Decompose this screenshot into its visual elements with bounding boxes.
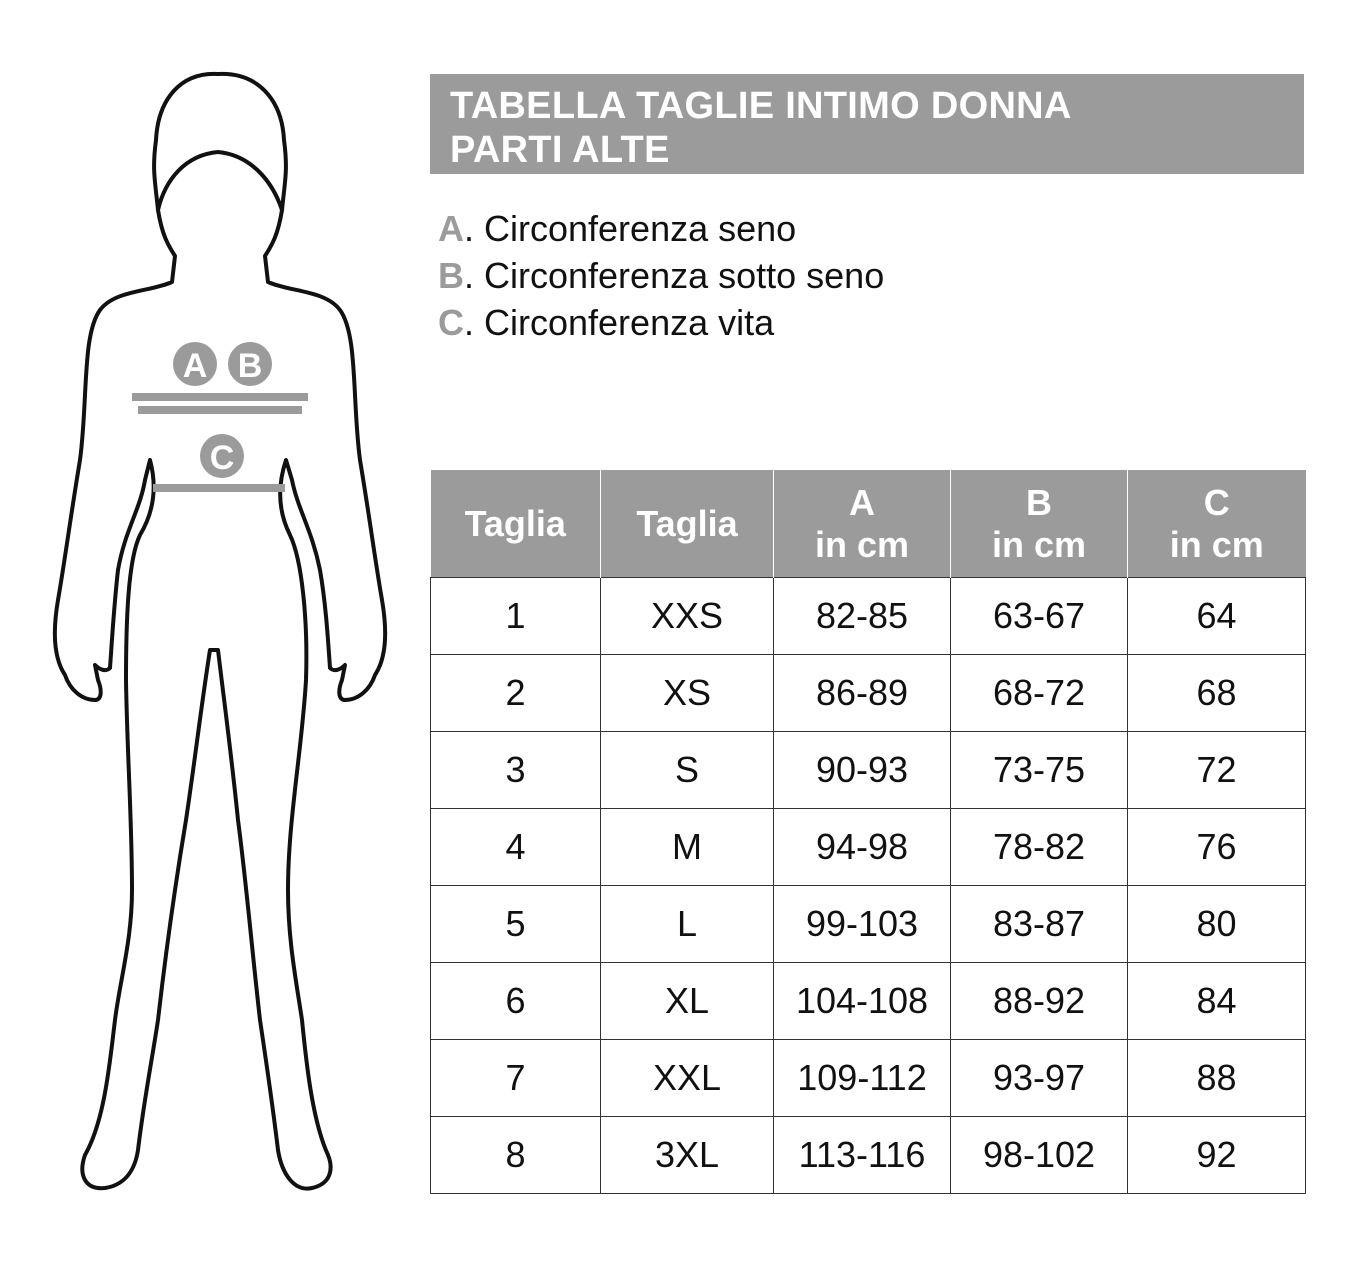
cell-size-letter: XL <box>601 963 774 1040</box>
marker-b <box>228 342 272 386</box>
marker-c <box>200 434 244 478</box>
cell-c: 92 <box>1128 1117 1306 1194</box>
cell-a: 113-116 <box>774 1117 951 1194</box>
cell-c: 64 <box>1128 578 1306 655</box>
table-row <box>431 578 1306 655</box>
cell-a: 86-89 <box>774 655 951 732</box>
cell-size-number: 6 <box>431 963 601 1040</box>
measurement-legend <box>438 205 1298 346</box>
cell-size-number: 1 <box>431 578 601 655</box>
cell-size-letter: XS <box>601 655 774 732</box>
figure-hair-line <box>158 152 282 210</box>
marker-a <box>173 342 217 386</box>
cell-c: 80 <box>1128 886 1306 963</box>
cell-a: 90-93 <box>774 732 951 809</box>
body-measurement-figure <box>40 60 400 1210</box>
header-size-number: Taglia <box>431 470 601 578</box>
table-row <box>431 732 1306 809</box>
legend-item-a <box>438 205 1298 252</box>
marker-b-label: B <box>237 347 263 385</box>
cell-b: 78-82 <box>951 809 1128 886</box>
cell-b: 83-87 <box>951 886 1128 963</box>
cell-a: 104-108 <box>774 963 951 1040</box>
cell-a: 82-85 <box>774 578 951 655</box>
cell-size-number: 2 <box>431 655 601 732</box>
header-a: A in cm <box>774 470 951 578</box>
cell-size-number: 7 <box>431 1040 601 1117</box>
cell-size-letter: S <box>601 732 774 809</box>
table-row <box>431 886 1306 963</box>
page-title-line-1: TABELLA TAGLIE INTIMO DONNA <box>450 85 1072 127</box>
cell-b: 63-67 <box>951 578 1128 655</box>
title-banner <box>430 74 1304 174</box>
legend-item-b <box>438 252 1298 299</box>
cell-size-number: 8 <box>431 1117 601 1194</box>
cell-size-letter: XXL <box>601 1040 774 1117</box>
cell-c: 68 <box>1128 655 1306 732</box>
cell-b: 73-75 <box>951 732 1128 809</box>
legend-key-c: C <box>438 302 464 343</box>
legend-text-a: . Circonferenza seno <box>464 208 797 249</box>
table-row <box>431 809 1306 886</box>
cell-b: 88-92 <box>951 963 1128 1040</box>
figure-outline <box>55 74 385 1189</box>
cell-size-number: 3 <box>431 732 601 809</box>
cell-c: 72 <box>1128 732 1306 809</box>
cell-c: 88 <box>1128 1040 1306 1117</box>
cell-a: 94-98 <box>774 809 951 886</box>
cell-size-letter: M <box>601 809 774 886</box>
header-size-letter: Taglia <box>601 470 774 578</box>
legend-key-a: A <box>438 208 464 249</box>
cell-a: 109-112 <box>774 1040 951 1117</box>
cell-size-number: 4 <box>431 809 601 886</box>
legend-text-c: . Circonferenza vita <box>464 302 775 343</box>
page-title-line-2: PARTI ALTE <box>450 129 670 171</box>
legend-key-b: B <box>438 255 464 296</box>
header-b: B in cm <box>951 470 1128 578</box>
cell-a: 99-103 <box>774 886 951 963</box>
cell-size-letter: L <box>601 886 774 963</box>
cell-b: 93-97 <box>951 1040 1128 1117</box>
cell-size-letter: 3XL <box>601 1117 774 1194</box>
table-header-row <box>431 470 1306 578</box>
cell-c: 76 <box>1128 809 1306 886</box>
cell-size-number: 5 <box>431 886 601 963</box>
table-row <box>431 1117 1306 1194</box>
legend-text-b: . Circonferenza sotto seno <box>464 255 885 296</box>
legend-item-c <box>438 299 1298 346</box>
header-c: C in cm <box>1128 470 1306 578</box>
size-table <box>430 470 1306 1194</box>
cell-c: 84 <box>1128 963 1306 1040</box>
cell-size-letter: XXS <box>601 578 774 655</box>
table-row <box>431 655 1306 732</box>
marker-c-label: C <box>209 439 235 477</box>
marker-a-label: A <box>182 347 208 385</box>
cell-b: 98-102 <box>951 1117 1128 1194</box>
cell-b: 68-72 <box>951 655 1128 732</box>
table-row <box>431 963 1306 1040</box>
table-row <box>431 1040 1306 1117</box>
